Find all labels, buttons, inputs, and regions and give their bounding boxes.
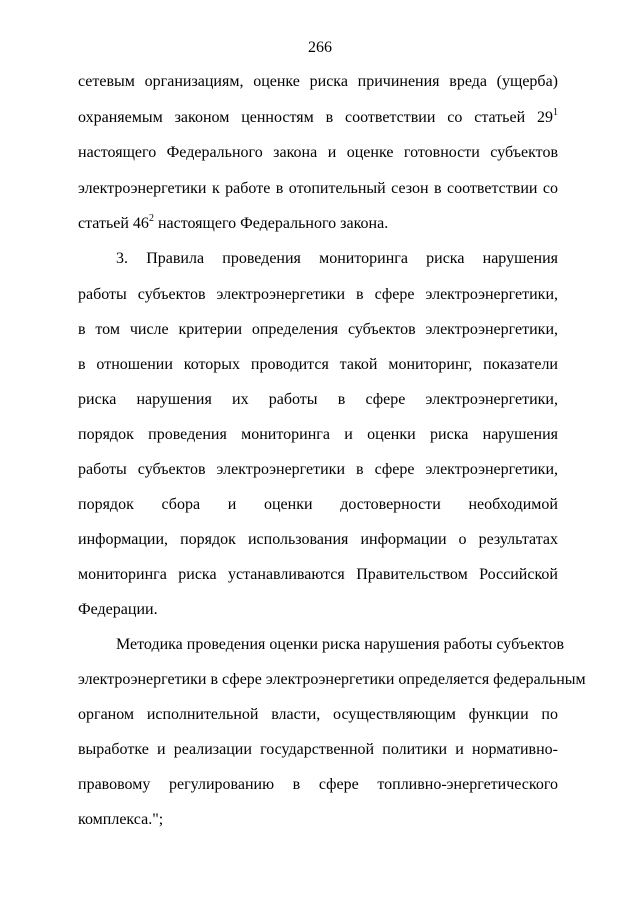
text-line: работы субъектов электроэнергетики в сфере электроэнергетики, bbox=[78, 286, 558, 303]
text-line: порядок сбора и оценки достоверности необходимой bbox=[78, 496, 558, 513]
text-line: комплекса."; bbox=[78, 811, 164, 828]
text-line bbox=[78, 214, 558, 234]
text-line bbox=[78, 108, 558, 128]
superscript: 2 bbox=[148, 213, 154, 224]
text-line-post: настоящего Федерального закона. bbox=[153, 215, 389, 232]
text-line: работы субъектов электроэнергетики в сфере электроэнергетики, bbox=[78, 461, 558, 478]
text-line: электроэнергетики к работе в отопительный сезон в соответствии со bbox=[78, 180, 558, 197]
text-line: порядок проведения мониторинга и оценки риска нарушения bbox=[78, 426, 558, 443]
text-line: риска нарушения их работы в сфере электроэнергетики, bbox=[78, 391, 558, 408]
page-number: 266 bbox=[308, 39, 332, 56]
text-line: выработке и реализации государственной политики и нормативно- bbox=[78, 741, 558, 758]
text-line: органом исполнительной власти, осуществляющим функции по bbox=[78, 706, 558, 723]
superscript: 1 bbox=[553, 107, 558, 118]
text-line: сетевым организациям, оценке риска причинения вреда (ущерба) bbox=[78, 73, 558, 90]
text-line: Федерации. bbox=[78, 601, 158, 618]
text-line: электроэнергетики в сфере электроэнергетики определяется федеральным bbox=[78, 671, 586, 688]
text-line: мониторинга риска устанавливаются Правительством Российской bbox=[78, 566, 558, 583]
text-line: в том числе критерии определения субъектов электроэнергетики, bbox=[78, 321, 558, 338]
text-line-main: охраняемым законом ценностям в соответствии со статьей 29 bbox=[78, 109, 553, 126]
text-line: 3. Правила проведения мониторинга риска нарушения bbox=[116, 250, 558, 267]
text-line: настоящего Федерального закона и оценке готовности субъектов bbox=[78, 144, 558, 161]
text-line: Методика проведения оценки риска нарушения работы субъектов bbox=[116, 636, 565, 653]
text-line-pre: статьей 46 bbox=[78, 215, 149, 232]
text-line: правовому регулированию в сфере топливно-энергетического bbox=[78, 776, 558, 793]
text-line: в отношении которых проводится такой мониторинг, показатели bbox=[78, 356, 558, 373]
text-line: информации, порядок использования информации о результатах bbox=[78, 531, 558, 548]
